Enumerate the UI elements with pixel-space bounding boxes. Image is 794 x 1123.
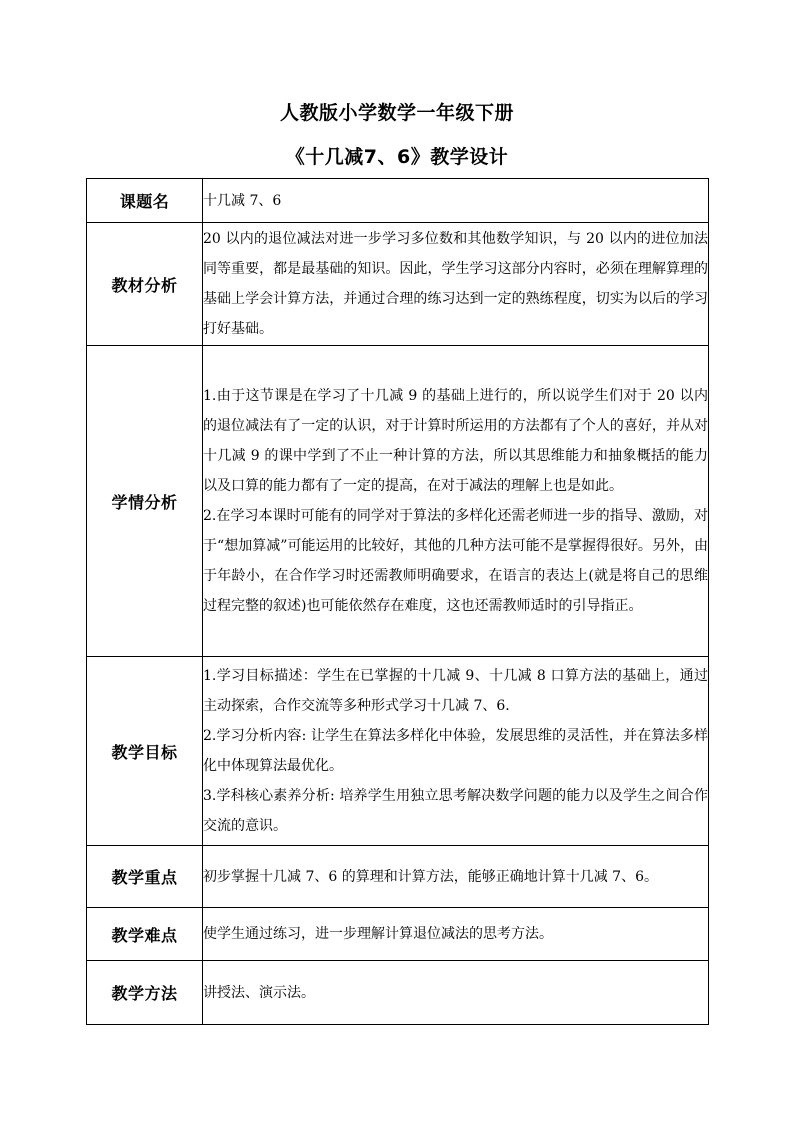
row-label-teaching-goals: 教学目标 [87, 657, 203, 846]
table-row-teaching-goals [87, 657, 709, 846]
paragraph: 十几减 7、6 [203, 192, 282, 209]
document-subtitle: 《十几减7、6》教学设计 [285, 146, 509, 168]
lesson-plan-table [86, 178, 709, 1025]
row-content-methods [203, 961, 709, 1025]
row-label-key-points: 教学重点 [87, 846, 203, 908]
row-label-methods: 教学方法 [87, 961, 203, 1025]
row-content-teaching-goals [203, 657, 709, 846]
row-content-key-points [203, 846, 709, 908]
row-content-difficulties [203, 908, 709, 961]
table-row-key-points [87, 846, 709, 908]
paragraph: 讲授法、演示法。 [203, 984, 315, 1001]
paragraph: 20 以内的退位减法对进一步学习多位数和其他数学知识，与 20 以内的进位加法同等重要，都是最基础的知识。因此，学生学习这部分内容时，必须在理解算理的基础上学会计算方法，并通过合理的练习达到一定的熟练程度，切实为以后的学习打好基础。 [203, 231, 708, 337]
document-title: 人教版小学数学一年级下册 [279, 102, 514, 124]
table-row-methods [87, 961, 709, 1025]
paragraph: 3.学科核心素养分析: 培养学生用独立思考解决数学问题的能力以及学生之间合作交流的意识。 [203, 788, 708, 834]
row-content-topic [203, 179, 709, 223]
row-label-textbook-analysis: 教材分析 [87, 223, 203, 346]
row-label-difficulties: 教学难点 [87, 908, 203, 961]
paragraph: 1.由于这节课是在学习了十几减 9 的基础上进行的，所以说学生们对于 20 以内的退位减法有了一定的认识，对于计算时所运用的方法都有了个人的喜好，并从对十几减 9 的课中学到了不止一种计算的方法，所以其思维能力和抽象概括的能力以及口算的能力都有了一定的提高，在对于减法的理解上也是如此。 [203, 388, 708, 494]
paragraph: 2.在学习本课时可能有的同学对于算法的多样化还需老师进一步的指导、激励，对于“想加算减”可能运用的比较好，其他的几种方法可能不是掌握得很好。另外，由于年龄小，在合作学习时还需教师明确要求，在语言的表达上(就是将自己的思维过程完整的叙述)也可能依然存在难度，这也还需教师适时的引导指正。 [203, 508, 708, 614]
row-content-textbook-analysis [203, 223, 709, 346]
table-row-textbook-analysis [87, 223, 709, 346]
paragraph: 1.学习目标描述：学生在已掌握的十几减 9、十几减 8 口算方法的基础上，通过主动探索，合作交流等多种形式学习十几减 7、6. [203, 668, 708, 714]
row-content-student-analysis [203, 346, 709, 657]
paragraph: 使学生通过练习，进一步理解计算退位减法的思考方法。 [203, 926, 553, 942]
row-label-student-analysis: 学情分析 [87, 346, 203, 657]
document-header [0, 100, 794, 170]
row-label-topic: 课题名 [87, 179, 203, 223]
table-row-student-analysis [87, 346, 709, 657]
paragraph: 初步掌握十几减 7、6 的算理和计算方法，能够正确地计算十几减 7、6。 [203, 868, 658, 885]
paragraph: 2.学习分析内容: 让学生在算法多样化中体验，发展思维的灵活性，并在算法多样化中体现算法最优化。 [203, 728, 708, 774]
table-row-topic [87, 179, 709, 223]
table-row-difficulties [87, 908, 709, 961]
